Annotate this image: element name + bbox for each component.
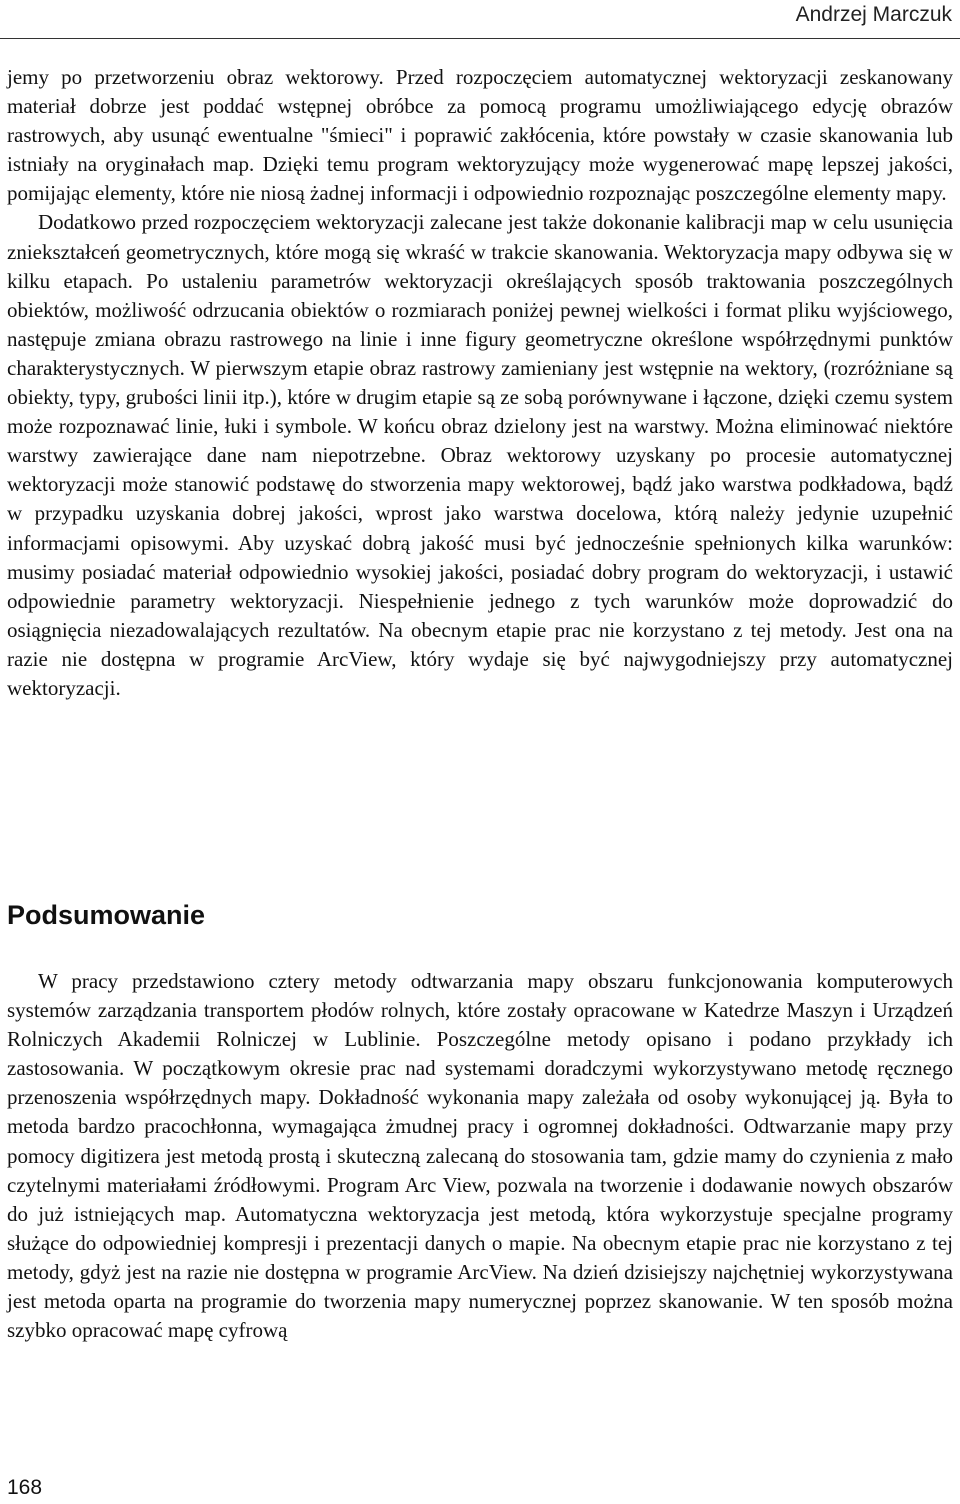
paragraph-summary: W pracy przedstawiono cztery metody odtwarzania mapy obszaru funkcjonowania komputerowych systemów zarządzania transportem płodów rolnych, które zostały opracowane w Katedrze Maszyn i Urządzeń Rolniczych Akademii Rolniczej w Lublinie. Poszczególne metody opisano i podano przykłady ich zastosowania. W początkowym okresie prac nad systemami doradczymi wykorzystywano metodę ręcznego przenoszenia współrzędnych mapy. Dokładność wykonania mapy zależała od osoby wykonującej ją. Była to metoda bardzo pracochłonna, wymagająca żmudnej pracy i ogromnej dokładności. Odtwarzanie mapy przy pomocy digitizera jest metodą prostą i skuteczną zalecaną do stosowania tam, gdzie mamy do czynienia z mało czytelnymi materiałami źródłowymi. Program Arc View, pozwala na tworzenie i dodawanie nowych obszarów do już istniejących map. Automatyczna wektoryzacja jest metodą, która wykorzystuje specjalne programy służące do odpowiedniej kompresji i prezentacji danych o mapie. Na obecnym etapie prac nie korzystano z tej metody, gdyż jest na razie nie dostępna w programie ArcView. Na dzień dzisiejszy najchętniej wykorzystywana jest metoda oparta na programie do tworzenia mapy numerycznej poprzez skanowanie. W ten sposób można szybko opracować mapę cyfrową — [7, 969, 953, 1343]
page-number: 168 — [7, 1476, 43, 1499]
author-name: Andrzej Marczuk — [795, 3, 952, 26]
paragraph-continued: jemy po przetworzeniu obraz wektorowy. Przed rozpoczęciem automatycznej wektoryzacji zeskanowany materiał dobrze jest poddać wstępnej obróbce za pomocą programu umożliwiającego edycję obrazów rastrowych, aby usunąć ewentualne "śmieci" i poprawić zakłócenia, które powstały w czasie skanowania lub istniały na oryginałach map. Dzięki temu program wektoryzujący może wygenerować mapę lepszej jakości, pomijając elementy, które nie niosą żadnej informacji i odpowiednio rozpoznając poszczególne elementy mapy. — [7, 65, 953, 206]
continued-text-block — [7, 63, 953, 703]
running-header — [0, 0, 960, 39]
paragraph-vectorization-steps: Dodatkowo przed rozpoczęciem wektoryzacji zalecane jest także dokonanie kalibracji map w celu usunięcia zniekształceń geometrycznych, które mogą się wkraść w trakcie skanowania. Wektoryzacja mapy odbywa się w kilku etapach. Po ustaleniu parametrów wektoryzacji określających sposób traktowania poszczególnych obiektów, możliwość odrzucania obiektów o rozmiarach poniżej pewnej wielkości i format pliku wyjściowego, następuje zmiana obrazu rastrowego na linie i inne figury geometryczne określone współrzędnymi punktów charakterystycznych. W pierwszym etapie obraz rastrowy zamieniany jest wstępnie na wektory, (rozróżniane są obiekty, typy, grubości linii itp.), które w drugim etapie są ze sobą porównywane i łączone, dzięki czemu system może rozpoznawać linie, łuki i symbole. W końcu obraz dzielony jest na warstwy. Można eliminować niektóre warstwy zawierające dane nam niepotrzebne. Obraz wektorowy uzyskany po procesie automatycznej wektoryzacji może stanowić podstawę do stworzenia mapy wektorowej, bądź jako warstwa podkładowa, bądź w przypadku uzyskania dobrej jakości, wprost jako warstwa docelowa, którą należy jedynie uzupełnić informacjami opisowymi. Aby uzyskać dobrą jakość musi być jednocześnie spełnionych kilka warunków: musimy posiadać materiał odpowiednio wysokiej jakości, posiadać dobry program do wektoryzacji, i ustawić odpowiednie parametry wektoryzacji. Niespełnienie jednego z tych warunków może doprowadzić do osiągnięcia niezadowalających rezultatów. Na obecnym etapie prac nie korzystano z tej metody. Jest ona na razie nie dostępna w programie ArcView, który wydaje się być najwygodniejszy przy automatycznej wektoryzacji. — [7, 210, 953, 700]
section-heading-summary: Podsumowanie — [7, 900, 206, 930]
summary-text-block — [7, 967, 953, 1345]
